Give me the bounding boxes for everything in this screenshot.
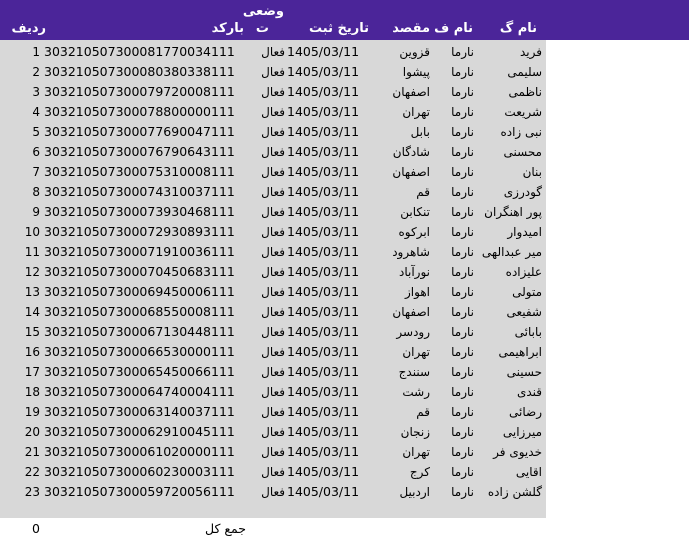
- cell-index[interactable]: 12: [24, 265, 40, 279]
- cell-destination[interactable]: اصفهان: [392, 305, 430, 319]
- cell-family[interactable]: نارما: [451, 165, 474, 179]
- header-status-line2[interactable]: ت: [255, 21, 269, 36]
- cell-status[interactable]: فعال: [261, 345, 285, 359]
- cell-status[interactable]: فعال: [261, 245, 285, 259]
- table-footer: [0, 518, 546, 540]
- cell-name[interactable]: حسینی: [506, 365, 542, 379]
- cell-family[interactable]: نارما: [451, 405, 474, 419]
- header-index[interactable]: ردیف: [11, 21, 46, 36]
- cell-date[interactable]: 1405/03/11: [287, 304, 360, 319]
- cell-barcode[interactable]: 303210507300069450006111: [44, 284, 235, 299]
- cell-index[interactable]: 14: [24, 305, 40, 319]
- cell-name[interactable]: فرید: [520, 45, 542, 59]
- cell-name[interactable]: میر عبدالهی: [481, 245, 542, 259]
- cell-family[interactable]: نارما: [451, 465, 474, 479]
- cell-barcode[interactable]: 303210507300079720008111: [44, 84, 235, 99]
- cell-barcode[interactable]: 303210507300060230003111: [44, 464, 235, 479]
- cell-name[interactable]: علیزاده: [505, 265, 542, 279]
- cell-name[interactable]: شفیعی: [506, 305, 542, 319]
- cell-date[interactable]: 1405/03/11: [287, 464, 360, 479]
- cell-index[interactable]: 17: [24, 365, 40, 379]
- cell-destination[interactable]: شاهرود: [392, 245, 430, 259]
- cell-date[interactable]: 1405/03/11: [287, 84, 360, 99]
- cell-date[interactable]: 1405/03/11: [287, 264, 360, 279]
- cell-status[interactable]: فعال: [261, 225, 285, 239]
- cell-barcode[interactable]: 303210507300073930468111: [44, 204, 235, 219]
- cell-destination[interactable]: نورآباد: [398, 265, 430, 279]
- header-status-line1[interactable]: وضعی: [242, 4, 284, 19]
- cell-name[interactable]: محسنی: [503, 145, 542, 159]
- header-family[interactable]: نام ف: [434, 21, 473, 36]
- table-row[interactable]: [0, 362, 546, 382]
- cell-status[interactable]: فعال: [261, 485, 285, 499]
- cell-name[interactable]: شریعت: [504, 105, 542, 119]
- cell-status[interactable]: فعال: [261, 405, 285, 419]
- cell-status[interactable]: فعال: [261, 105, 285, 119]
- cell-barcode[interactable]: 303210507300064740004111: [44, 384, 235, 399]
- cell-name[interactable]: میرزایی: [502, 425, 542, 439]
- cell-date[interactable]: 1405/03/11: [287, 204, 360, 219]
- cell-barcode[interactable]: 303210507300065450066111: [44, 364, 235, 379]
- table-row[interactable]: [0, 442, 546, 462]
- cell-name[interactable]: پور اهنگران: [484, 205, 542, 219]
- table-row[interactable]: [0, 462, 546, 482]
- cell-family[interactable]: نارما: [451, 325, 474, 339]
- cell-index[interactable]: 6: [32, 145, 40, 159]
- cell-status[interactable]: فعال: [261, 205, 285, 219]
- cell-date[interactable]: 1405/03/11: [287, 424, 360, 439]
- header-name[interactable]: نام گ: [499, 21, 537, 36]
- cell-destination[interactable]: سنندج: [398, 365, 430, 379]
- table-row[interactable]: [0, 302, 546, 322]
- cell-status[interactable]: فعال: [261, 145, 285, 159]
- cell-family[interactable]: نارما: [451, 245, 474, 259]
- cell-name[interactable]: خدیوی فر: [493, 445, 542, 459]
- cell-barcode[interactable]: 303210507300075310008111: [44, 164, 235, 179]
- table-row[interactable]: [0, 142, 546, 162]
- cell-status[interactable]: فعال: [261, 305, 285, 319]
- cell-barcode[interactable]: 303210507300061020000111: [44, 444, 235, 459]
- cell-name[interactable]: بابائی: [514, 325, 542, 339]
- table-row[interactable]: [0, 322, 546, 342]
- cell-index[interactable]: 4: [32, 105, 40, 119]
- cell-name[interactable]: قندی: [516, 385, 542, 399]
- cell-status[interactable]: فعال: [261, 265, 285, 279]
- cell-family[interactable]: نارما: [451, 485, 474, 499]
- cell-barcode[interactable]: 303210507300068550008111: [44, 304, 235, 319]
- cell-name[interactable]: متولی: [512, 285, 542, 299]
- cell-barcode[interactable]: 303210507300077690047111: [44, 124, 235, 139]
- cell-barcode[interactable]: 303210507300081770034111: [44, 44, 235, 59]
- cell-date[interactable]: 1405/03/11: [287, 104, 360, 119]
- header-barcode[interactable]: بارکد: [211, 21, 244, 36]
- cell-index[interactable]: 2: [32, 65, 40, 79]
- cell-date[interactable]: 1405/03/11: [287, 384, 360, 399]
- cell-date[interactable]: 1405/03/11: [287, 484, 360, 499]
- cell-destination[interactable]: تهران: [402, 105, 430, 119]
- cell-name[interactable]: نبی زاده: [500, 125, 542, 139]
- cell-name[interactable]: بنان: [522, 165, 542, 179]
- table-row[interactable]: [0, 282, 546, 302]
- cell-status[interactable]: فعال: [261, 185, 285, 199]
- cell-destination[interactable]: تهران: [402, 345, 430, 359]
- cell-name[interactable]: اقایی: [515, 465, 542, 479]
- cell-name[interactable]: سلیمی: [507, 65, 542, 79]
- cell-name[interactable]: امیدوار: [507, 225, 542, 239]
- table-row[interactable]: [0, 82, 546, 102]
- total-value: 0: [32, 521, 40, 536]
- cell-barcode[interactable]: 303210507300070450683111: [44, 264, 235, 279]
- cell-destination[interactable]: تهران: [402, 445, 430, 459]
- cell-destination[interactable]: اصفهان: [392, 165, 430, 179]
- header-destination[interactable]: مقصد: [392, 21, 430, 36]
- table-row[interactable]: [0, 62, 546, 82]
- cell-family[interactable]: نارما: [451, 305, 474, 319]
- cell-barcode[interactable]: 303210507300074310037111: [44, 184, 235, 199]
- table-row[interactable]: [0, 122, 546, 142]
- cell-barcode[interactable]: 303210507300078800000111: [44, 104, 235, 119]
- cell-family[interactable]: نارما: [451, 365, 474, 379]
- cell-family[interactable]: نارما: [451, 65, 474, 79]
- cell-family[interactable]: نارما: [451, 145, 474, 159]
- cell-barcode[interactable]: 303210507300059720056111: [44, 484, 235, 499]
- cell-date[interactable]: 1405/03/11: [287, 164, 360, 179]
- cell-destination[interactable]: رشت: [402, 385, 430, 399]
- cell-status[interactable]: فعال: [261, 85, 285, 99]
- cell-barcode[interactable]: 303210507300080380338111: [44, 64, 235, 79]
- table-row[interactable]: [0, 182, 546, 202]
- cell-index[interactable]: 16: [24, 345, 40, 359]
- cell-index[interactable]: 5: [32, 125, 40, 139]
- cell-family[interactable]: نارما: [451, 85, 474, 99]
- table-row[interactable]: [0, 202, 546, 222]
- cell-index[interactable]: 1: [32, 45, 40, 59]
- cell-family[interactable]: نارما: [451, 285, 474, 299]
- cell-index[interactable]: 10: [24, 225, 40, 239]
- cell-barcode[interactable]: 303210507300067130448111: [44, 324, 235, 339]
- cell-index[interactable]: 11: [24, 245, 40, 259]
- cell-family[interactable]: نارما: [451, 45, 474, 59]
- cell-index[interactable]: 13: [24, 285, 40, 299]
- cell-family[interactable]: نارما: [451, 185, 474, 199]
- cell-destination[interactable]: قزوین: [399, 45, 430, 59]
- cell-status[interactable]: فعال: [261, 65, 285, 79]
- cell-destination[interactable]: کرج: [409, 465, 430, 479]
- cell-index[interactable]: 21: [24, 445, 40, 459]
- cell-family[interactable]: نارما: [451, 345, 474, 359]
- cell-index[interactable]: 9: [32, 205, 40, 219]
- cell-name[interactable]: گلشن زاده: [487, 485, 542, 499]
- cell-status[interactable]: فعال: [261, 125, 285, 139]
- table-row[interactable]: [0, 42, 546, 62]
- cell-destination[interactable]: قم: [416, 405, 430, 419]
- cell-name[interactable]: گودرزی: [503, 185, 542, 199]
- cell-destination[interactable]: اردبیل: [399, 485, 430, 499]
- cell-barcode[interactable]: 303210507300062910045111: [44, 424, 235, 439]
- cell-date[interactable]: 1405/03/11: [287, 344, 360, 359]
- cell-status[interactable]: فعال: [261, 285, 285, 299]
- cell-barcode[interactable]: 303210507300063140037111: [44, 404, 235, 419]
- cell-index[interactable]: 15: [24, 325, 40, 339]
- cell-barcode[interactable]: 303210507300066530000111: [44, 344, 235, 359]
- cell-destination[interactable]: پیشوا: [402, 65, 430, 79]
- cell-family[interactable]: نارما: [451, 445, 474, 459]
- table-row[interactable]: [0, 342, 546, 362]
- cell-name[interactable]: رضائی: [509, 405, 542, 419]
- header-date[interactable]: تاریخ ثبت: [309, 21, 369, 36]
- cell-index[interactable]: 20: [24, 425, 40, 439]
- cell-status[interactable]: فعال: [261, 385, 285, 399]
- cell-date[interactable]: 1405/03/11: [287, 364, 360, 379]
- cell-index[interactable]: 3: [32, 85, 40, 99]
- cell-status[interactable]: فعال: [261, 365, 285, 379]
- cell-date[interactable]: 1405/03/11: [287, 284, 360, 299]
- table-body: [0, 40, 546, 518]
- table-header: [0, 0, 689, 40]
- cell-index[interactable]: 7: [32, 165, 40, 179]
- cell-status[interactable]: فعال: [261, 165, 285, 179]
- cell-date[interactable]: 1405/03/11: [287, 324, 360, 339]
- table-row[interactable]: [0, 162, 546, 182]
- table-row[interactable]: [0, 242, 546, 262]
- table-row[interactable]: [0, 482, 546, 502]
- cell-destination[interactable]: تنکابن: [400, 205, 430, 219]
- cell-destination[interactable]: قم: [416, 185, 430, 199]
- table-row[interactable]: [0, 102, 546, 122]
- total-label: جمع کل: [205, 521, 246, 536]
- cell-barcode[interactable]: 303210507300076790643111: [44, 144, 235, 159]
- cell-family[interactable]: نارما: [451, 425, 474, 439]
- cell-date[interactable]: 1405/03/11: [287, 44, 360, 59]
- cell-destination[interactable]: رودسر: [396, 325, 430, 339]
- cell-index[interactable]: 8: [32, 185, 40, 199]
- cell-barcode[interactable]: 303210507300071910036111: [44, 244, 235, 259]
- cell-family[interactable]: نارما: [451, 265, 474, 279]
- cell-destination[interactable]: اصفهان: [392, 85, 430, 99]
- cell-destination[interactable]: اهواز: [405, 285, 430, 299]
- table-row[interactable]: [0, 402, 546, 422]
- cell-destination[interactable]: بابل: [410, 125, 430, 139]
- cell-status[interactable]: فعال: [261, 445, 285, 459]
- cell-status[interactable]: فعال: [261, 425, 285, 439]
- cell-family[interactable]: نارما: [451, 225, 474, 239]
- cell-index[interactable]: 19: [24, 405, 40, 419]
- table-row[interactable]: [0, 382, 546, 402]
- cell-status[interactable]: فعال: [261, 45, 285, 59]
- cell-date[interactable]: 1405/03/11: [287, 404, 360, 419]
- cell-date[interactable]: 1405/03/11: [287, 224, 360, 239]
- cell-index[interactable]: 22: [24, 465, 40, 479]
- cell-date[interactable]: 1405/03/11: [287, 184, 360, 199]
- cell-status[interactable]: فعال: [261, 325, 285, 339]
- table-row[interactable]: [0, 262, 546, 282]
- cell-index[interactable]: 23: [24, 485, 40, 499]
- cell-date[interactable]: 1405/03/11: [287, 124, 360, 139]
- cell-date[interactable]: 1405/03/11: [287, 144, 360, 159]
- cell-destination[interactable]: زنجان: [400, 425, 430, 439]
- cell-date[interactable]: 1405/03/11: [287, 64, 360, 79]
- cell-date[interactable]: 1405/03/11: [287, 244, 360, 259]
- cell-barcode[interactable]: 303210507300072930893111: [44, 224, 235, 239]
- table-row[interactable]: [0, 422, 546, 442]
- table-row[interactable]: [0, 222, 546, 242]
- cell-status[interactable]: فعال: [261, 465, 285, 479]
- cell-family[interactable]: نارما: [451, 105, 474, 119]
- cell-name[interactable]: ابراهیمی: [498, 345, 542, 359]
- cell-date[interactable]: 1405/03/11: [287, 444, 360, 459]
- cell-index[interactable]: 18: [24, 385, 40, 399]
- cell-family[interactable]: نارما: [451, 385, 474, 399]
- cell-family[interactable]: نارما: [451, 125, 474, 139]
- cell-destination[interactable]: شادگان: [392, 145, 430, 159]
- cell-destination[interactable]: ابرکوه: [398, 225, 430, 239]
- cell-family[interactable]: نارما: [451, 205, 474, 219]
- cell-name[interactable]: ناظمی: [508, 85, 542, 99]
